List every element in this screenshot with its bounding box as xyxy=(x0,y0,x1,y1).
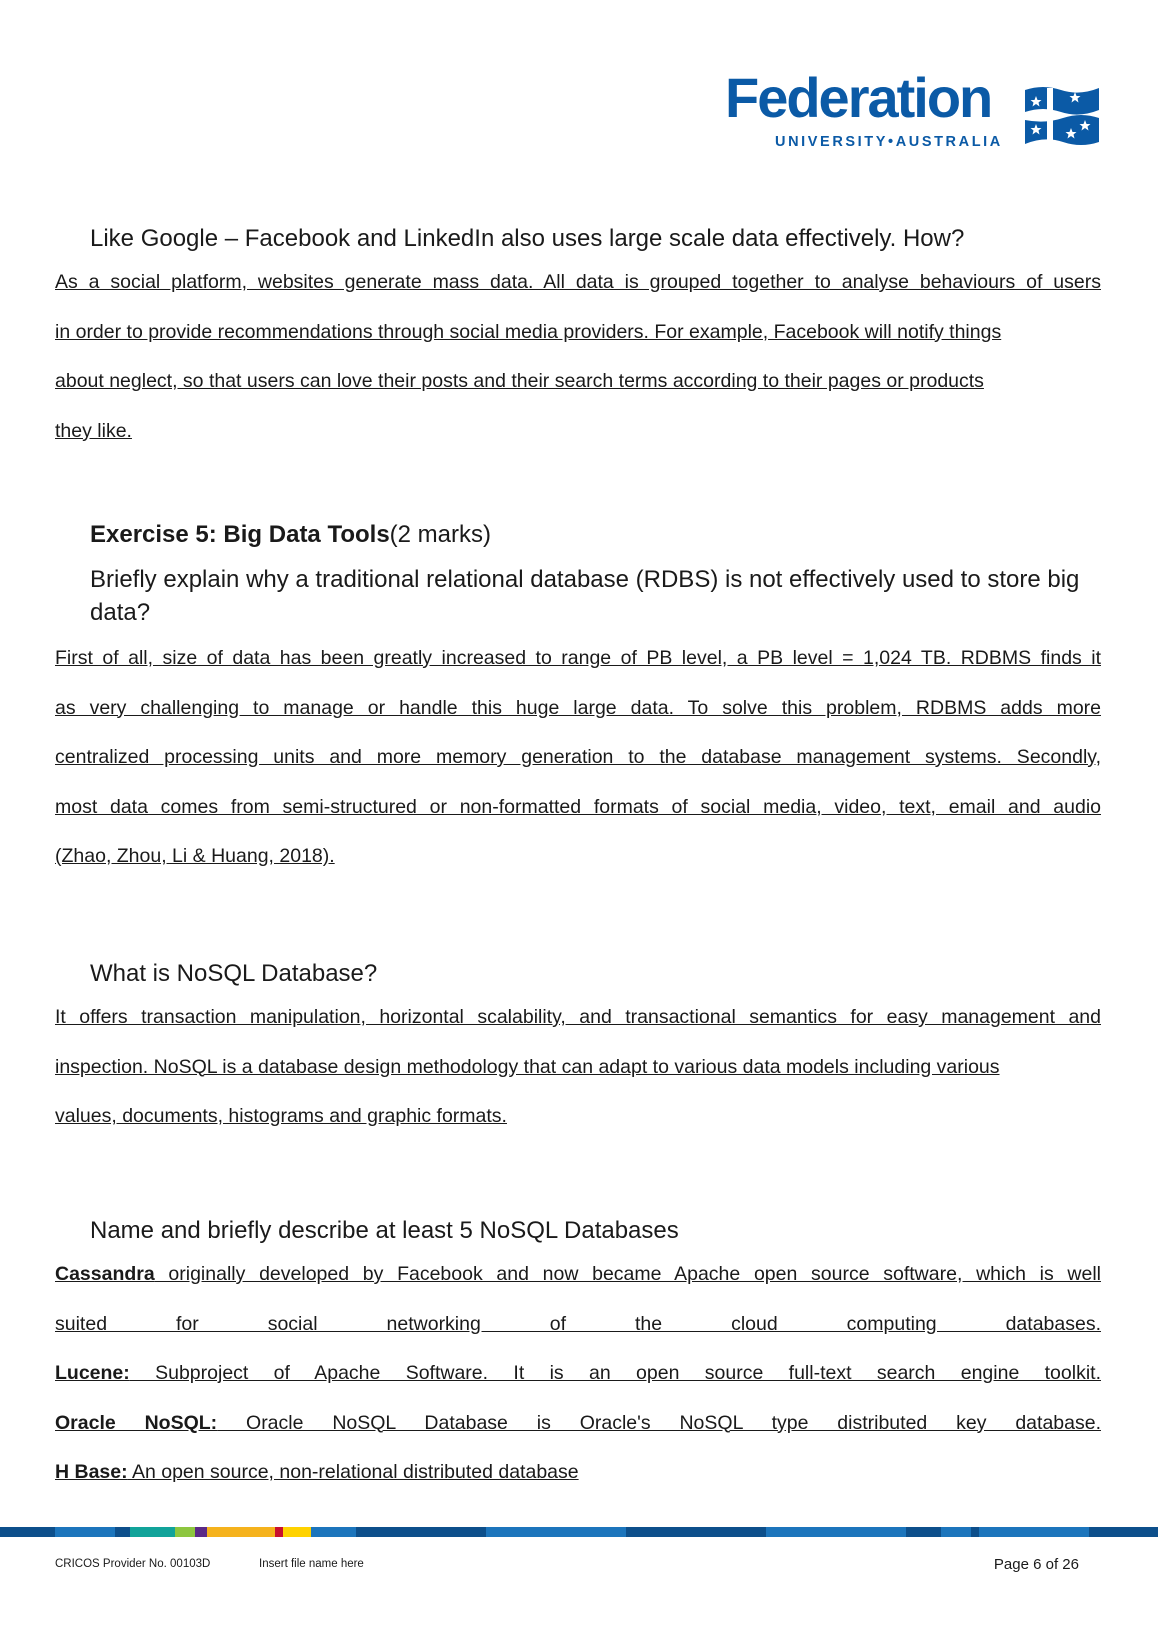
hbase-line xyxy=(55,1448,1101,1498)
cricos-provider: CRICOS Provider No. 00103D xyxy=(55,1558,211,1570)
exercise-5-title xyxy=(90,518,1101,551)
answer-line: inspection. NoSQL is a database design methodology that can adapt to various data models including various xyxy=(55,1055,1000,1078)
answer-line: in order to provide recommendations through social media providers. For example, Facebook will notify things xyxy=(55,320,1002,343)
answer-line: centralized processing units and more memory generation to the database management systems. Secondly, xyxy=(55,746,1101,768)
question-google-facebook: Like Google – Facebook and LinkedIn also uses large scale data effectively. How? xyxy=(90,225,965,252)
lucene-description: Subproject of Apache Software. It is an open source full-text search engine toolkit. xyxy=(129,1362,1101,1384)
answer-line: as very challenging to manage or handle this huge large data. To solve this problem, RDBMS adds more xyxy=(55,696,1101,719)
cassandra-line-2: suited for social networking of the cloud computing databases. xyxy=(55,1312,1101,1335)
question-nosql: What is NoSQL Database? xyxy=(90,960,378,987)
page-number: Page 6 of 26 xyxy=(993,1556,1079,1573)
answer-line: about neglect, so that users can love their posts and their search terms according to their pages or products xyxy=(55,370,984,392)
question-nosql-databases: Name and briefly describe at least 5 NoSQL Databases xyxy=(90,1217,679,1244)
oracle-line xyxy=(55,1399,1101,1449)
logo-subtitle: UNIVERSITY•AUSTRALIA xyxy=(775,134,1003,150)
oracle-description: Oracle NoSQL Database is Oracle's NoSQL type distributed key database. xyxy=(217,1411,1101,1434)
hbase-description: An open source, non-relational distributed database xyxy=(127,1461,579,1483)
answer-line: most data comes from semi-structured or non-formatted formats of social media, video, text, email and audio xyxy=(55,795,1101,818)
cassandra-line xyxy=(55,1250,1101,1300)
logo-flag-icon xyxy=(1023,82,1101,148)
file-name-placeholder: Insert file name here xyxy=(259,1558,364,1570)
answer-social-platform xyxy=(55,258,1101,456)
oracle-name: Oracle NoSQL: xyxy=(55,1411,218,1434)
answer-line: values, documents, histograms and graphic formats. xyxy=(55,1105,507,1127)
answer-nosql xyxy=(55,993,1101,1142)
answer-line: (Zhao, Zhou, Li & Huang, 2018). xyxy=(55,845,335,867)
lucene-line xyxy=(55,1349,1101,1399)
exercise-5-title-bold: Exercise 5: Big Data Tools xyxy=(90,521,390,548)
answer-line: As a social platform, websites generate mass data. All data is grouped together to analyse behaviours of users xyxy=(55,271,1101,293)
answer-nosql-databases xyxy=(55,1250,1101,1498)
exercise-5-marks: (2 marks) xyxy=(389,521,492,548)
cassandra-description: originally developed by Facebook and now became Apache open source software, which is well xyxy=(154,1263,1101,1285)
lucene-name: Lucene: xyxy=(55,1362,130,1384)
cassandra-name: Cassandra xyxy=(55,1263,155,1285)
answer-line: It offers transaction manipulation, horizontal scalability, and transactional semantics for easy management and xyxy=(55,1006,1101,1028)
hbase-name: H Base: xyxy=(55,1461,128,1483)
answer-rdbs xyxy=(55,634,1101,882)
logo-wordmark: Federation xyxy=(725,66,992,129)
footer-color-stripe xyxy=(0,1527,1158,1537)
answer-line: they like. xyxy=(55,419,132,442)
question-rdbs: Briefly explain why a traditional relational database (RDBS) is not effectively used to store big data? xyxy=(90,566,1080,626)
federation-university-logo xyxy=(725,66,1105,158)
answer-line: First of all, size of data has been greatly increased to range of PB level, a PB level = 1,024 TB. RDBMS finds it xyxy=(55,647,1101,669)
